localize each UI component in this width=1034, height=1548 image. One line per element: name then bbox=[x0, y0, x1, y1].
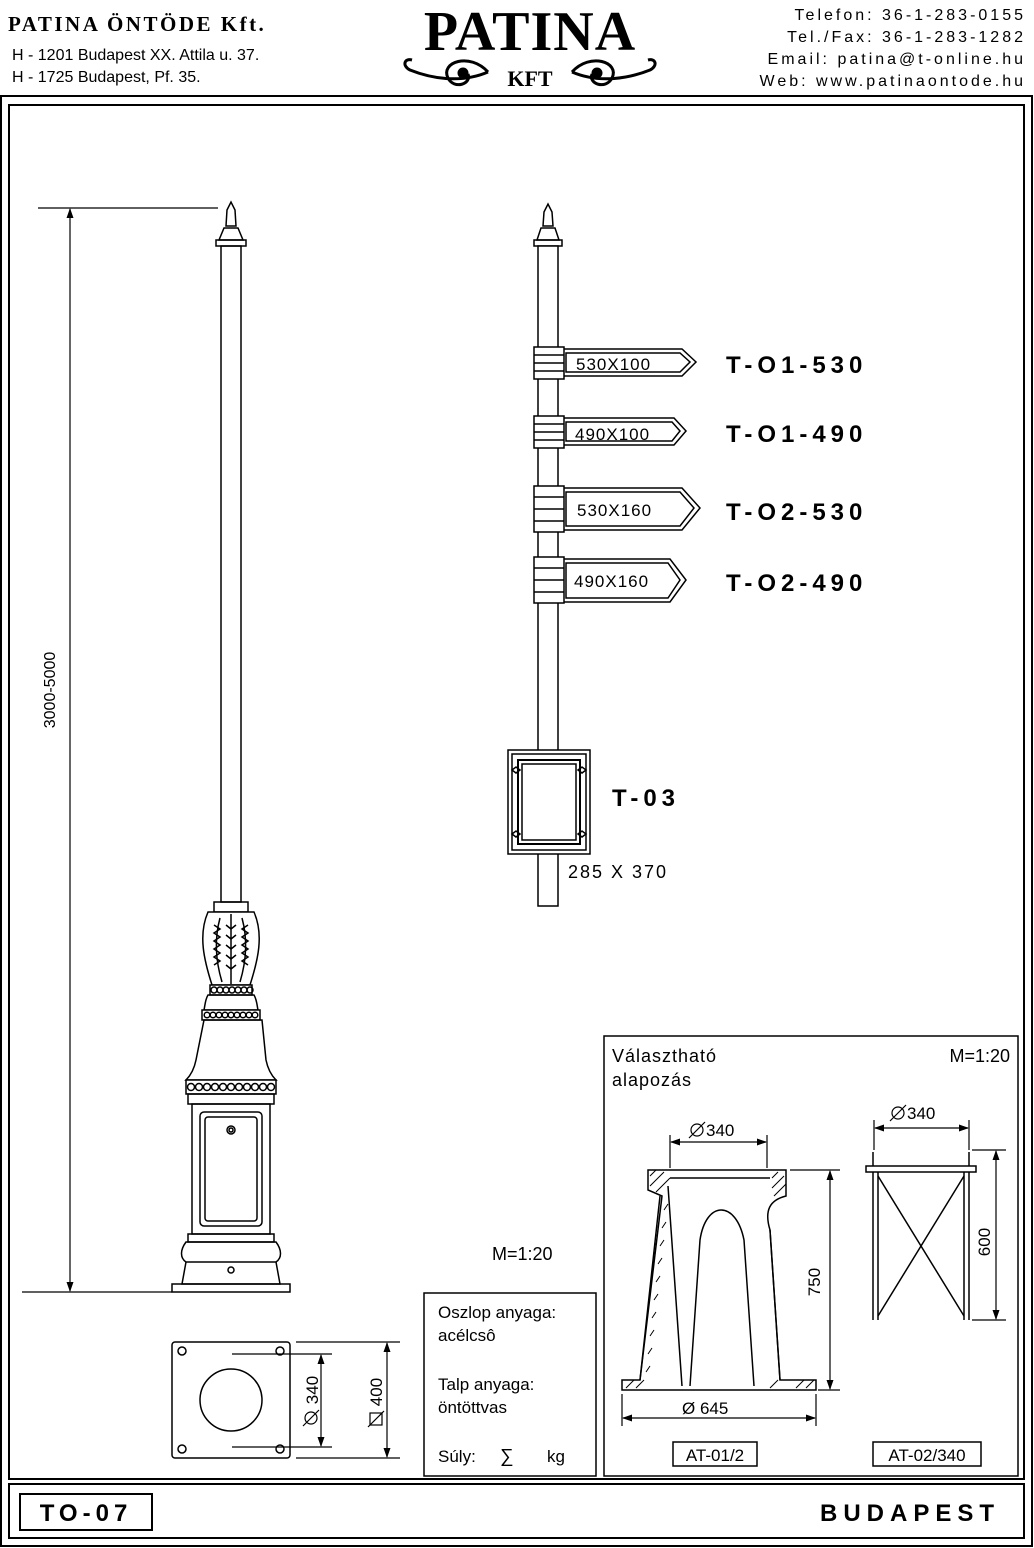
height-dimension-label: 3000-5000 bbox=[42, 651, 59, 729]
at02-code: AT-02/340 bbox=[888, 1446, 966, 1465]
email-text: Email: patina@t-online.hu bbox=[767, 51, 1026, 68]
at02-top-dim: 340 bbox=[907, 1104, 936, 1123]
scale-label: M=1:20 bbox=[492, 1244, 553, 1264]
weight-unit: kg bbox=[547, 1447, 565, 1466]
at01-height-dim: 750 bbox=[805, 1267, 824, 1297]
pole-material-value: acélcsô bbox=[438, 1326, 496, 1345]
city-label: BUDAPEST bbox=[819, 1500, 1000, 1527]
info-panel bbox=[508, 750, 590, 854]
foundation-at01-section bbox=[622, 1170, 816, 1390]
pole-elevation bbox=[172, 202, 290, 1292]
fax-text: Tel./Fax: 36-1-283-1282 bbox=[787, 29, 1026, 46]
base-material-label: Talp anyaga: bbox=[438, 1375, 535, 1394]
panel-size: 285 X 370 bbox=[568, 862, 669, 882]
logo-main: PATINA bbox=[423, 1, 637, 63]
company-name: PATINA ÖNTÖDE Kft. bbox=[8, 12, 267, 36]
height-dimension bbox=[22, 208, 218, 1292]
phone-text: Telefon: 36-1-283-0155 bbox=[794, 7, 1026, 24]
weight-label: Súly: bbox=[438, 1447, 476, 1466]
panel-code: T-03 bbox=[612, 785, 681, 812]
base-material-value: öntöttvas bbox=[438, 1398, 507, 1417]
direction-signs bbox=[534, 347, 700, 603]
weight-value: ∑ bbox=[500, 1446, 514, 1467]
foundation-at02-frame bbox=[866, 1152, 976, 1320]
address-line-2: H - 1725 Budapest, Pf. 35. bbox=[12, 69, 201, 86]
base-outer-dim: 400 bbox=[367, 1377, 386, 1407]
base-inner-dim: 340 bbox=[303, 1375, 322, 1405]
sign-code-3: T-O2-530 bbox=[726, 499, 868, 526]
logo-sub: KFT bbox=[507, 66, 553, 91]
base-plate-plan bbox=[172, 1342, 290, 1458]
sign-code-2: T-O1-490 bbox=[726, 421, 868, 448]
pole-material-label: Oszlop anyaga: bbox=[438, 1303, 557, 1322]
patina-logo bbox=[405, 1, 655, 91]
drawing-code: TO-07 bbox=[39, 1500, 133, 1527]
at01-top-dim: 340 bbox=[706, 1121, 735, 1140]
at01-code: AT-01/2 bbox=[685, 1446, 745, 1465]
at01-base-dim: Ø 645 bbox=[682, 1399, 729, 1418]
sign-size-4: 490X160 bbox=[574, 572, 650, 591]
web-text: Web: www.patinaontode.hu bbox=[759, 73, 1026, 90]
sign-size-1: 530X100 bbox=[576, 355, 652, 374]
foundation-scale: M=1:20 bbox=[949, 1046, 1010, 1066]
diameter-icon bbox=[303, 1410, 384, 1427]
sign-code-1: T-O1-530 bbox=[726, 352, 868, 379]
foundation-title-2: alapozás bbox=[612, 1070, 693, 1090]
ornamental-capital bbox=[203, 912, 259, 985]
foundation-title-1: Választható bbox=[612, 1046, 718, 1066]
sign-code-4: T-O2-490 bbox=[726, 570, 868, 597]
address-line-1: H - 1201 Budapest XX. Attila u. 37. bbox=[12, 47, 260, 64]
sign-size-2: 490X100 bbox=[575, 425, 651, 444]
at02-height-dim: 600 bbox=[975, 1227, 994, 1257]
sign-size-3: 530X160 bbox=[577, 501, 653, 520]
header bbox=[8, 1, 1026, 91]
